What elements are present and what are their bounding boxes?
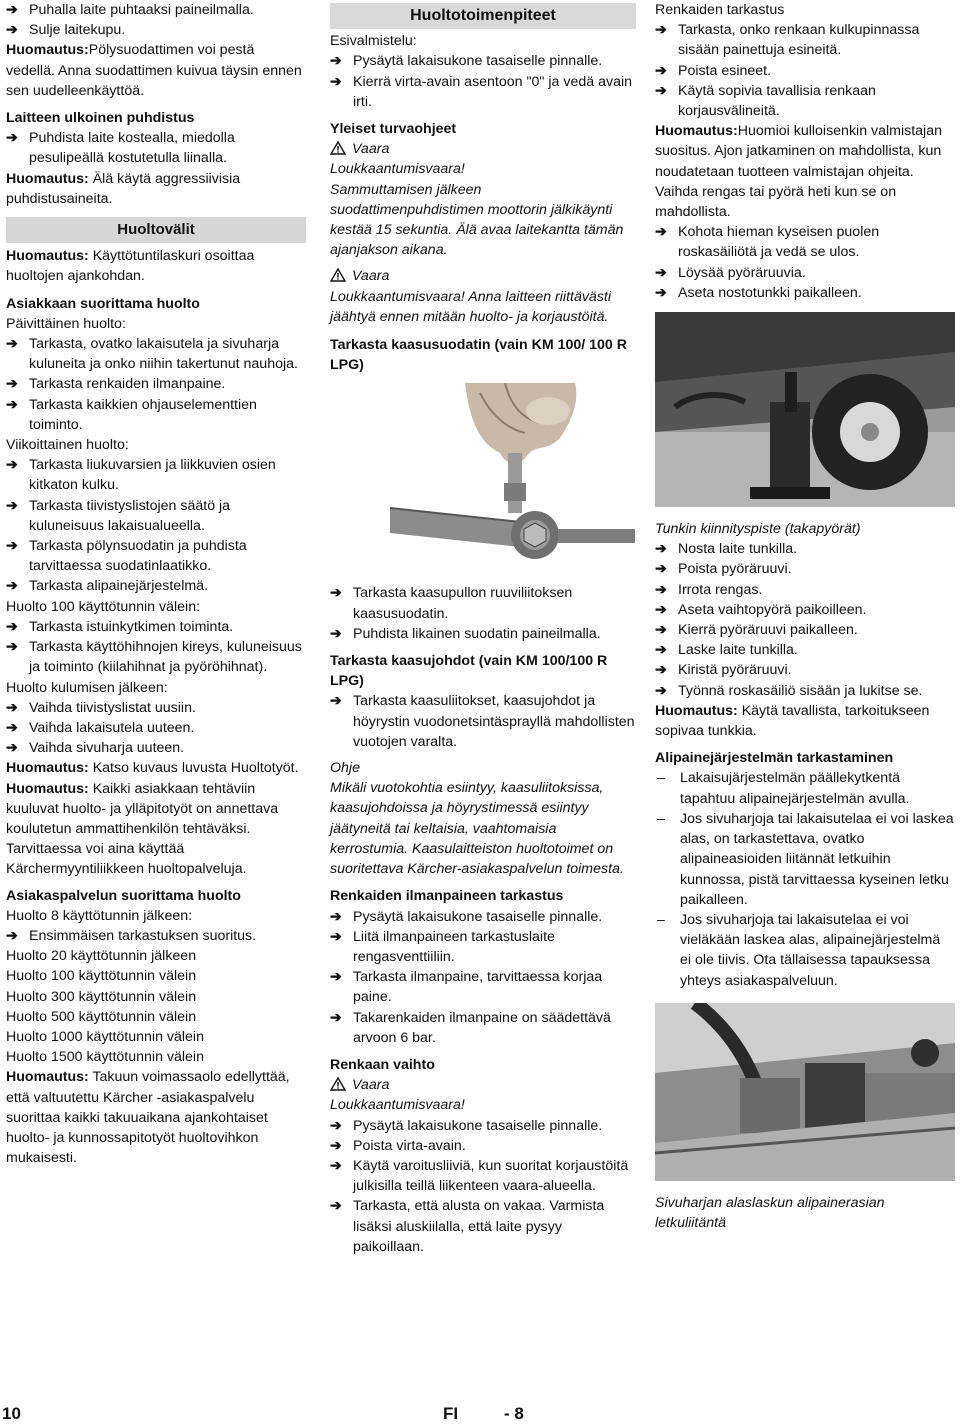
list-item: ➔ Käytä sopivia tavallisia renkaan korjausvälineitä.	[655, 82, 876, 120]
list-item: ➔ Tarkasta kaasupullon ruuviliitoksen kaasusuodatin.	[330, 585, 573, 622]
list-item: ➔ Kohota hieman kyseisen puolen roskasäiliötä ja vedä se ulos.	[655, 224, 880, 261]
label-8h: Huolto 8 käyttötunnin jälkeen:	[6, 907, 193, 924]
note: Huomautus:Huomioi kulloisenkin valmistajan suositus. Ajon jatkaminen on mahdollista, kun noudatetaan tuotteen valmistajan ohjeita. Vaihda rengas tai pyörä heti kun se on mahdollista.	[655, 123, 942, 221]
arrow-right-icon: ➔	[6, 130, 18, 147]
arrow-right-icon: ➔	[655, 224, 667, 241]
danger-text: Loukkaantumisvaara! Anna laitteen riittävästi jäähtyä ennen mitään huolto- ja korjaustöitä.	[330, 288, 612, 325]
arrow-right-icon: ➔	[6, 740, 18, 757]
list-item: ➔ Tarkasta käyttöhihnojen kireys, kuluneisuus ja toiminto (kiilahihnat ja pyöröhihnat).	[6, 639, 302, 676]
arrow-right-icon: ➔	[330, 585, 342, 602]
list-item: ➔ Tarkasta alipainejärjestelmä.	[6, 576, 306, 596]
jack-point-photo	[655, 312, 955, 507]
ohje-label: Ohje	[330, 760, 360, 777]
list-item: ➔ Tarkasta pölynsuodatin ja puhdista tarvittaessa suodatinlaatikko.	[6, 538, 247, 575]
arrow-right-icon: ➔	[6, 719, 18, 736]
label-100h: Huolto 100 käyttötunnin välein:	[6, 598, 201, 615]
column-left	[6, 0, 306, 1168]
heading-tire-change: Renkaan vaihto	[330, 1056, 435, 1073]
list-item: ➔ Puhdista likainen suodatin paineilmalla.	[330, 624, 636, 644]
dash-bullet: –	[657, 911, 665, 928]
arrow-right-icon: ➔	[6, 497, 18, 514]
list-item: ➔ Vaihda sivuharja uuteen.	[6, 738, 306, 758]
interval-line: Huolto 100 käyttötunnin välein	[6, 968, 197, 985]
gas-filter-illustration	[330, 383, 635, 573]
list-item: ➔ Vaihda tiivistyslistat uusiin.	[6, 698, 306, 718]
note: Huomautus: Käytä tavallista, tarkoitukseen sopivaa tunkkia.	[655, 702, 930, 740]
ohje-text: Mikäli vuotokohtia esiintyy, kaasuliitoksissa, kaasujohdoissa ja höyrystimessä esiintyy jäätyneitä tai keltaisia, vaahtomaisia kerrostumia. Kaasulaitteiston huoltotoimet on suoritettava Kärcher-asiakaspalvelun toimesta.	[330, 780, 624, 878]
arrow-right-icon: ➔	[655, 601, 667, 618]
danger-label: Vaara	[330, 139, 636, 159]
interval-line: Huolto 20 käyttötunnin jälkeen	[6, 948, 197, 965]
label-tire-check: Renkaiden tarkastus	[655, 2, 785, 18]
language-code: FI	[443, 1404, 459, 1423]
note: Huomautus: Kaikki asiakkaan tehtäviin kuuluvat huolto- ja ylläpitotyöt on annettava koulutetun ammattihenkilön tehtäväksi. Tarvittaessa voi aina käyttää Kärchermyyntiliikkeen huoltopalveluja.	[6, 780, 279, 878]
list-item: ➔ Tarkasta ilmanpaine, tarvittaessa korjaa paine.	[330, 969, 603, 1006]
list-item: ➔ Poista esineet.	[655, 61, 955, 81]
list-item: – Jos sivuharjoja tai lakaisutelaa ei voi vieläkään laskea alas, alipainejärjestelmä ei ole tiivis. Ota tällaisessa tapauksessa yhteys asiakaspalveluun.	[657, 911, 941, 989]
arrow-right-icon: ➔	[6, 699, 18, 716]
heading-tire-pressure: Renkaiden ilmanpaineen tarkastus	[330, 888, 564, 905]
arrow-right-icon: ➔	[655, 581, 667, 598]
warning-triangle-icon	[330, 268, 346, 282]
arrow-right-icon: ➔	[655, 642, 667, 659]
interval-line: Huolto 1500 käyttötunnin välein	[6, 1049, 204, 1066]
heading-gas-filter: Tarkasta kaasusuodatin (vain KM 100/ 100 R LPG)	[330, 337, 628, 374]
arrow-right-icon: ➔	[330, 1198, 342, 1215]
interval-line: Huolto 1000 käyttötunnin välein	[6, 1028, 204, 1045]
caption: Tunkin kiinnityspiste (takapyörät)	[655, 521, 861, 538]
arrow-right-icon: ➔	[655, 561, 667, 578]
arrow-right-icon: ➔	[6, 578, 18, 595]
arrow-right-icon: ➔	[6, 927, 18, 944]
heading-safety: Yleiset turvaohjeet	[330, 121, 457, 138]
list-item: ➔ Puhalla laite puhtaaksi paineilmalla.	[6, 0, 306, 20]
arrow-right-icon: ➔	[330, 73, 342, 90]
gas-filter-photo	[330, 383, 635, 573]
arrow-right-icon: ➔	[6, 457, 18, 474]
list-item: ➔ Aseta nostotunkki paikalleen.	[655, 283, 955, 303]
list-item: ➔ Pysäytä lakaisukone tasaiselle pinnalle.	[330, 1116, 636, 1136]
danger-text: Loukkaantumisvaara!	[330, 1097, 465, 1114]
list-item: ➔ Liitä ilmanpaineen tarkastuslaite rengasventtiiliin.	[330, 928, 555, 965]
arrow-right-icon: ➔	[330, 1157, 342, 1174]
column-right	[655, 0, 955, 1233]
jack-point-illustration	[655, 312, 955, 507]
warning-triangle-icon	[330, 1077, 346, 1091]
list-item: ➔ Poista virta-avain.	[330, 1136, 636, 1156]
interval-line: Huolto 300 käyttötunnin välein	[6, 988, 197, 1005]
list-item: ➔ Irrota rengas.	[655, 580, 955, 600]
label-weekly: Viikoittainen huolto:	[6, 437, 129, 454]
list-item: ➔ Vaihda lakaisutela uuteen.	[6, 718, 306, 738]
arrow-right-icon: ➔	[330, 1137, 342, 1154]
vacuum-hose-photo	[655, 1003, 955, 1181]
arrow-right-icon: ➔	[6, 538, 18, 555]
list-item: ➔ Kierrä pyöräruuvi paikalleen.	[655, 620, 955, 640]
danger-label: Vaara	[330, 266, 636, 286]
list-item: ➔ Käytä varoitusliiviä, kun suoritat korjaustöitä julkisilla teillä liikenteen vaara-alueella.	[330, 1157, 629, 1195]
label-wear: Huolto kulumisen jälkeen:	[6, 679, 168, 696]
list-item: ➔ Poista pyöräruuvi.	[655, 559, 955, 579]
arrow-right-icon: ➔	[330, 928, 342, 945]
list-item: ➔ Aseta vaihtopyörä paikoilleen.	[655, 600, 955, 620]
heading-vacuum: Alipainejärjestelmän tarkastaminen	[655, 750, 894, 767]
arrow-right-icon: ➔	[655, 82, 667, 99]
arrow-right-icon: ➔	[6, 22, 18, 39]
interval-line: Huolto 500 käyttötunnin välein	[6, 1008, 197, 1025]
warning-triangle-icon	[330, 141, 346, 155]
caption: Sivuharjan alaslaskun alipainerasian letkuliitäntä	[655, 1194, 885, 1231]
list-item: ➔ Tarkasta kaasuliitokset, kaasujohdot ja höyrystin vuodonetsintäsprayllä mahdollisten vuotojen varalta.	[330, 693, 635, 750]
list-item: ➔ Nosta laite tunkilla.	[655, 539, 955, 559]
arrow-right-icon: ➔	[330, 908, 342, 925]
note: Huomautus: Takuun voimassaolo edellyttää, että valtuutettu Kärcher -asiakaspalvelu suorittaa kaikki takuuaikana ajankohtaiset huolto- ja kunnossapitotyöt huoltovihkon mukaisesti.	[6, 1069, 290, 1167]
arrow-right-icon: ➔	[6, 2, 18, 18]
list-item: ➔ Työnnä roskasäiliö sisään ja lukitse se.	[655, 681, 955, 701]
list-item: ➔ Laske laite tunkilla.	[655, 640, 955, 660]
list-item: ➔ Sulje laitekupu.	[6, 20, 306, 40]
heading-gas-hose: Tarkasta kaasujohdot (vain KM 100/100 R LPG)	[330, 653, 608, 690]
arrow-right-icon: ➔	[655, 682, 667, 699]
danger-text: Loukkaantumisvaara!	[330, 161, 465, 178]
arrow-right-icon: ➔	[655, 662, 667, 679]
arrow-right-icon: ➔	[330, 693, 342, 710]
list-item: ➔ Tarkasta renkaiden ilmanpaine.	[6, 374, 306, 394]
page-number-left: 10	[2, 1404, 21, 1423]
list-item: ➔ Kiristä pyöräruuvi.	[655, 660, 955, 680]
arrow-right-icon: ➔	[330, 53, 342, 70]
dash-bullet: –	[657, 770, 665, 787]
section-title-huoltotoimenpiteet: Huoltotoimenpiteet	[330, 3, 636, 29]
arrow-right-icon: ➔	[655, 264, 667, 281]
list-item: ➔ Tarkasta tiivistyslistojen säätö ja kuluneisuus lakaisualueella.	[6, 497, 231, 534]
page-number-right: - 8	[504, 1404, 524, 1423]
list-item: – Jos sivuharjoja tai lakaisutelaa ei voi laskea alas, on tarkastettava, ovatko alipaineasioiden liitännät letkuihin kunnossa, pistä tarvittaessa kyseinen letku paikalleen.	[657, 810, 954, 908]
list-item: ➔ Takarenkaiden ilmanpaine on säädettävä arvoon 6 bar.	[330, 1009, 611, 1046]
heading-outer-cleaning: Laitteen ulkoinen puhdistus	[6, 110, 195, 127]
arrow-right-icon: ➔	[655, 622, 667, 639]
arrow-right-icon: ➔	[330, 1009, 342, 1026]
heading-customer-service: Asiakkaan suorittama huolto	[6, 295, 200, 312]
list-item: ➔ Tarkasta liukuvarsien ja liikkuvien osien kitkaton kulku.	[6, 457, 276, 494]
list-item: ➔ Tarkasta, että alusta on vakaa. Varmista lisäksi aluskiilalla, että laite pysyy paikoillaan.	[330, 1198, 605, 1255]
arrow-right-icon: ➔	[655, 541, 667, 558]
note: Huomautus: Älä käytä aggressiivisia puhdistusaineita.	[6, 170, 241, 207]
list-item: ➔ Tarkasta kaikkien ohjauselementtien toiminto.	[6, 396, 257, 433]
arrow-right-icon: ➔	[6, 336, 18, 353]
list-item: ➔ Pysäytä lakaisukone tasaiselle pinnalle.	[330, 51, 636, 71]
label-prep: Esivalmistelu:	[330, 33, 417, 50]
section-title-huoltovalit: Huoltovälit	[6, 217, 306, 243]
list-item: ➔ Kierrä virta-avain asentoon "0" ja vedä avain irti.	[330, 73, 633, 110]
list-item: ➔ Puhdista laite kostealla, miedolla pesulipeällä kostutetulla liinalla.	[6, 130, 235, 167]
arrow-right-icon: ➔	[655, 284, 667, 301]
arrow-right-icon: ➔	[330, 625, 342, 642]
label-daily: Päivittäinen huolto:	[6, 315, 126, 332]
arrow-right-icon: ➔	[6, 639, 18, 656]
note: Huomautus: Katso kuvaus luvusta Huoltotyöt.	[6, 760, 299, 777]
list-item: ➔ Tarkasta, ovatko lakaisutela ja sivuharja kuluneita ja onko niihin takertunut nauhoja.	[6, 336, 298, 373]
list-item: ➔ Ensimmäisen tarkastuksen suoritus.	[6, 926, 306, 946]
arrow-right-icon: ➔	[330, 1117, 342, 1134]
arrow-right-icon: ➔	[655, 22, 667, 39]
list-item: – Lakaisujärjestelmän päällekytkentä tapahtuu alipainejärjestelmän avulla.	[657, 770, 910, 807]
note: Huomautus:Pölysuodattimen voi pestä vedellä. Anna suodattimen kuivua täysin ennen sen uudelleenkäyttöä.	[6, 42, 302, 99]
list-item: ➔ Tarkasta, onko renkaan kulkupinnassa sisään painettuja esineitä.	[655, 22, 920, 59]
arrow-right-icon: ➔	[330, 969, 342, 986]
vacuum-hose-illustration	[655, 1003, 955, 1181]
danger-text: Sammuttamisen jälkeen suodattimenpuhdistimen moottorin jälkikäynti kestää 15 sekuntia. Älä avaa laitekantta tämän ajanjakson aikana.	[330, 181, 624, 259]
list-item: ➔ Tarkasta istuinkytkimen toiminta.	[6, 617, 306, 637]
list-item: ➔ Pysäytä lakaisukone tasaiselle pinnalle.	[330, 907, 636, 927]
column-middle	[330, 0, 636, 1257]
danger-label: Vaara	[330, 1075, 636, 1095]
dash-bullet: –	[657, 810, 665, 827]
arrow-right-icon: ➔	[6, 396, 18, 413]
arrow-right-icon: ➔	[6, 376, 18, 393]
arrow-right-icon: ➔	[655, 62, 667, 79]
note: Huomautus: Käyttötuntilaskuri osoittaa huoltojen ajankohdan.	[6, 248, 255, 285]
heading-service: Asiakaspalvelun suorittama huolto	[6, 887, 241, 904]
arrow-right-icon: ➔	[6, 618, 18, 635]
list-item: ➔ Löysää pyöräruuvia.	[655, 263, 955, 283]
